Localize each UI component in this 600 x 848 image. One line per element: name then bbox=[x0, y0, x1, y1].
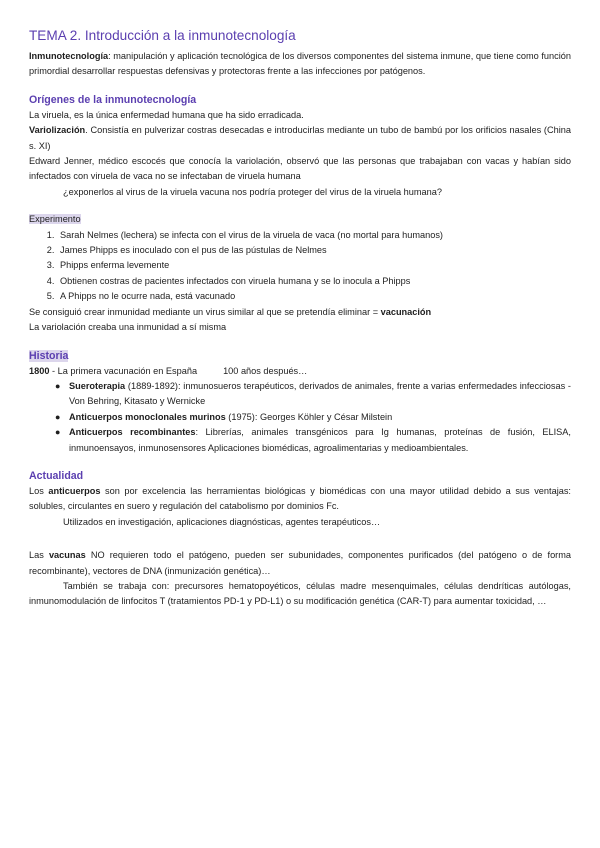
historia-heading-line bbox=[29, 348, 571, 364]
experimento-label: Experimento bbox=[29, 214, 81, 225]
actualidad-heading: Actualidad bbox=[29, 469, 84, 482]
variolizacion-term: Variolización bbox=[29, 125, 86, 136]
viruela-line: La viruela, es la única enfermedad humana que ha sido erradicada. bbox=[29, 109, 304, 120]
conclusion-text: Se consiguió crear inmunidad mediante un virus similar al que se pretendía eliminar = bbox=[29, 306, 381, 317]
list-item: 2. James Phipps es inoculado con el pus de las pústulas de Nelmes bbox=[57, 243, 571, 258]
historia-item-text: : Librerías, animales transgénicos para Ig humanas, proteínas de fusión, ELISA, inmunoensayos, inmunosensores Aplicaciones biomédicas, agroalimentarias y medioambientales. bbox=[69, 427, 571, 453]
list-item bbox=[57, 379, 571, 410]
experimento-conclusion bbox=[29, 305, 571, 320]
anticuerpos-text: son por excelencia las herramientas biológicas y biomédicas con una mayor utilidad debido a sus ventajas: solubles, circulantes en suero y regulación del catabolismo por dominios Fc. bbox=[29, 485, 571, 512]
historia-item-term: Anticuerpos monoclonales murinos bbox=[69, 411, 226, 422]
bullet-icon: ● bbox=[55, 427, 61, 438]
origenes-heading: Orígenes de la inmunotecnología bbox=[29, 93, 197, 106]
anticuerpos-term: anticuerpos bbox=[48, 485, 101, 496]
anticuerpos-paragraph bbox=[29, 484, 571, 515]
bullet-icon: ● bbox=[55, 380, 61, 391]
jenner-paragraph: Edward Jenner, médico escocés que conocía la variolación, observó que las personas que trabajaban con vacas y habían sido infectados con viruela de vaca no se infectaban de viruela humana bbox=[29, 156, 571, 182]
intro-text: : manipulación y aplicación tecnológica de los diversos componentes del sistema inmune, que tiene como función primordial desarrollar respuestas defensivas y protectoras frente a las infecciones por patógenos. bbox=[29, 51, 571, 77]
list-item bbox=[57, 425, 571, 456]
intro-paragraph bbox=[29, 49, 571, 80]
historia-heading: Historia bbox=[29, 349, 69, 362]
historia-item-term: Sueroterapia bbox=[69, 380, 126, 391]
experimento-label-line bbox=[29, 212, 571, 227]
historia-year-text: - La primera vacunación en España bbox=[49, 365, 198, 376]
tambien-paragraph: También se trabaja con: precursores hematopoyéticos, células madre mesenquimales, células dendríticas autólogas, inmunomodulación de linfocitos T (tratamientos PD-1 y PD-L1) o su modificación genética (CAR-T) para aumentar toxicidad, … bbox=[29, 580, 571, 607]
historia-item-term: Anticuerpos recombinantes bbox=[69, 427, 196, 438]
document-content bbox=[29, 27, 571, 610]
page-title: TEMA 2. Introducción a la inmunotecnología bbox=[29, 28, 296, 43]
intro-term: Inmunotecnología bbox=[29, 51, 109, 61]
variolizacion-text: . Consistía en pulverizar costras desecadas e introducirlas mediante un tubo de bambú por los orificios nasales (China s. XI) bbox=[29, 125, 571, 151]
experimento-steps-list bbox=[29, 228, 571, 305]
list-item: 4. Obtienen costras de pacientes infectados con viruela humana y se lo inocula a Phipps bbox=[57, 274, 571, 289]
variolizacion-paragraph bbox=[29, 123, 571, 154]
anticuerpos-uses: Utilizados en investigación, aplicaciones diagnósticas, agentes terapéuticos… bbox=[63, 516, 381, 527]
historia-year: 1800 bbox=[29, 365, 50, 376]
list-item: 3. Phipps enferma levemente bbox=[57, 258, 571, 273]
bullet-icon: ● bbox=[55, 411, 61, 422]
historia-after: 100 años después… bbox=[223, 365, 308, 376]
jenner-question: ¿exponerlos al virus de la viruela vacuna nos podría proteger del virus de la viruela humana? bbox=[63, 186, 442, 197]
list-item bbox=[57, 410, 571, 425]
variolacion-line: La variolación creaba una inmunidad a sí misma bbox=[29, 322, 227, 333]
historia-item-text: (1889-1892): inmunosueros terapéuticos, derivados de animales, frente a varias enfermedades infecciosas - Von Behring, Kitasato y Wernicke bbox=[69, 380, 571, 407]
vacunas-pre: Las bbox=[29, 550, 49, 561]
anticuerpos-pre: Los bbox=[29, 485, 49, 496]
list-item: 5. A Phipps no le ocurre nada, está vacunado bbox=[57, 289, 571, 304]
historia-1800-line bbox=[29, 364, 571, 379]
vacunas-term: vacunas bbox=[48, 550, 86, 561]
historia-bullet-list bbox=[29, 379, 571, 456]
vacunas-text: NO requieren todo el patógeno, pueden ser subunidades, componentes purificados (del patógeno o de forma recombinante), vectores de DNA (inmunización genética)… bbox=[29, 550, 572, 576]
vacunacion-term: vacunación bbox=[380, 306, 432, 317]
historia-item-text: (1975): Georges Köhler y César Milstein bbox=[225, 411, 393, 422]
list-item: 1. Sarah Nelmes (lechera) se infecta con el virus de la viruela de vaca (no mortal para humanos) bbox=[57, 228, 571, 243]
vacunas-paragraph bbox=[29, 548, 571, 579]
